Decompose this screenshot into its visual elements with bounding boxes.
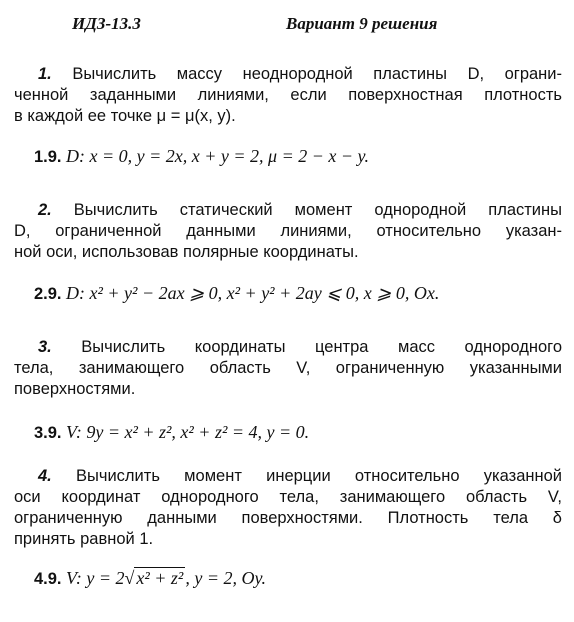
task-2-number: 2. (38, 201, 52, 219)
task-3-line-2: тела, занимающего область V, ограниченную указанными (14, 359, 562, 377)
task-1-formula-number: 1.9. (34, 148, 62, 166)
task-1-line-3: в каждой ее точке μ = μ(x, y). (14, 107, 236, 125)
variant-title: Вариант 9 решения (286, 14, 438, 33)
task-4-number: 4. (38, 467, 52, 485)
task-2-formula (34, 283, 439, 304)
task-3-line-1: 3. Вычислить координаты центра масс однородного (38, 338, 562, 356)
task-3-formula (34, 422, 309, 443)
task-2-line-2: D, ограниченной данными линиями, относительно указан- (14, 222, 562, 240)
task-4-formula-expression: V: y = 2√ x² + z² , y = 2, Oy. (66, 568, 266, 588)
task-1-line-1: 1. Вычислить массу неоднородной пластины D, ограни- (38, 65, 562, 83)
task-3-number: 3. (38, 338, 52, 356)
task-4-formula (34, 568, 266, 589)
task-1-number: 1. (38, 65, 52, 83)
task-2-formula-expression: D: x² + y² − 2ax ⩾ 0, x² + y² + 2ay ⩽ 0, x ⩾ 0, Ox. (66, 283, 440, 303)
task-4-line-4: принять равной 1. (14, 530, 154, 548)
task-3-formula-expression: V: 9y = x² + z², x² + z² = 4, y = 0. (66, 422, 310, 442)
task-2-text (14, 200, 562, 263)
assignment-code: ИДЗ-13.3 (72, 14, 141, 33)
task-1-formula-expression: D: x = 0, y = 2x, x + y = 2, μ = 2 − x − y. (66, 146, 370, 166)
task-3-text (14, 337, 562, 400)
task-2-formula-number: 2.9. (34, 285, 62, 303)
task-4-formula-number: 4.9. (34, 570, 62, 588)
task-4-line-1: 4. Вычислить момент инерции относительно указанной (38, 467, 562, 485)
task-4-text (14, 466, 562, 550)
task-3-line-3: поверхностями. (14, 380, 136, 398)
task-1-line-2: ченной заданными линиями, если поверхностная плотность (14, 86, 562, 104)
square-root: √ x² + z² (124, 568, 184, 588)
task-2-line-1: 2. Вычислить статический момент однородной пластины (38, 201, 562, 219)
task-1-formula (34, 146, 369, 167)
task-1-text (14, 64, 562, 127)
task-4-line-3: ограниченную данными поверхностями. Плотность тела δ (14, 509, 562, 527)
task-3-formula-number: 3.9. (34, 424, 62, 442)
task-2-line-3: ной оси, использовав полярные координаты. (14, 243, 359, 261)
task-4-line-2: оси координат однородного тела, занимающего область V, (14, 488, 562, 506)
header (0, 14, 574, 36)
